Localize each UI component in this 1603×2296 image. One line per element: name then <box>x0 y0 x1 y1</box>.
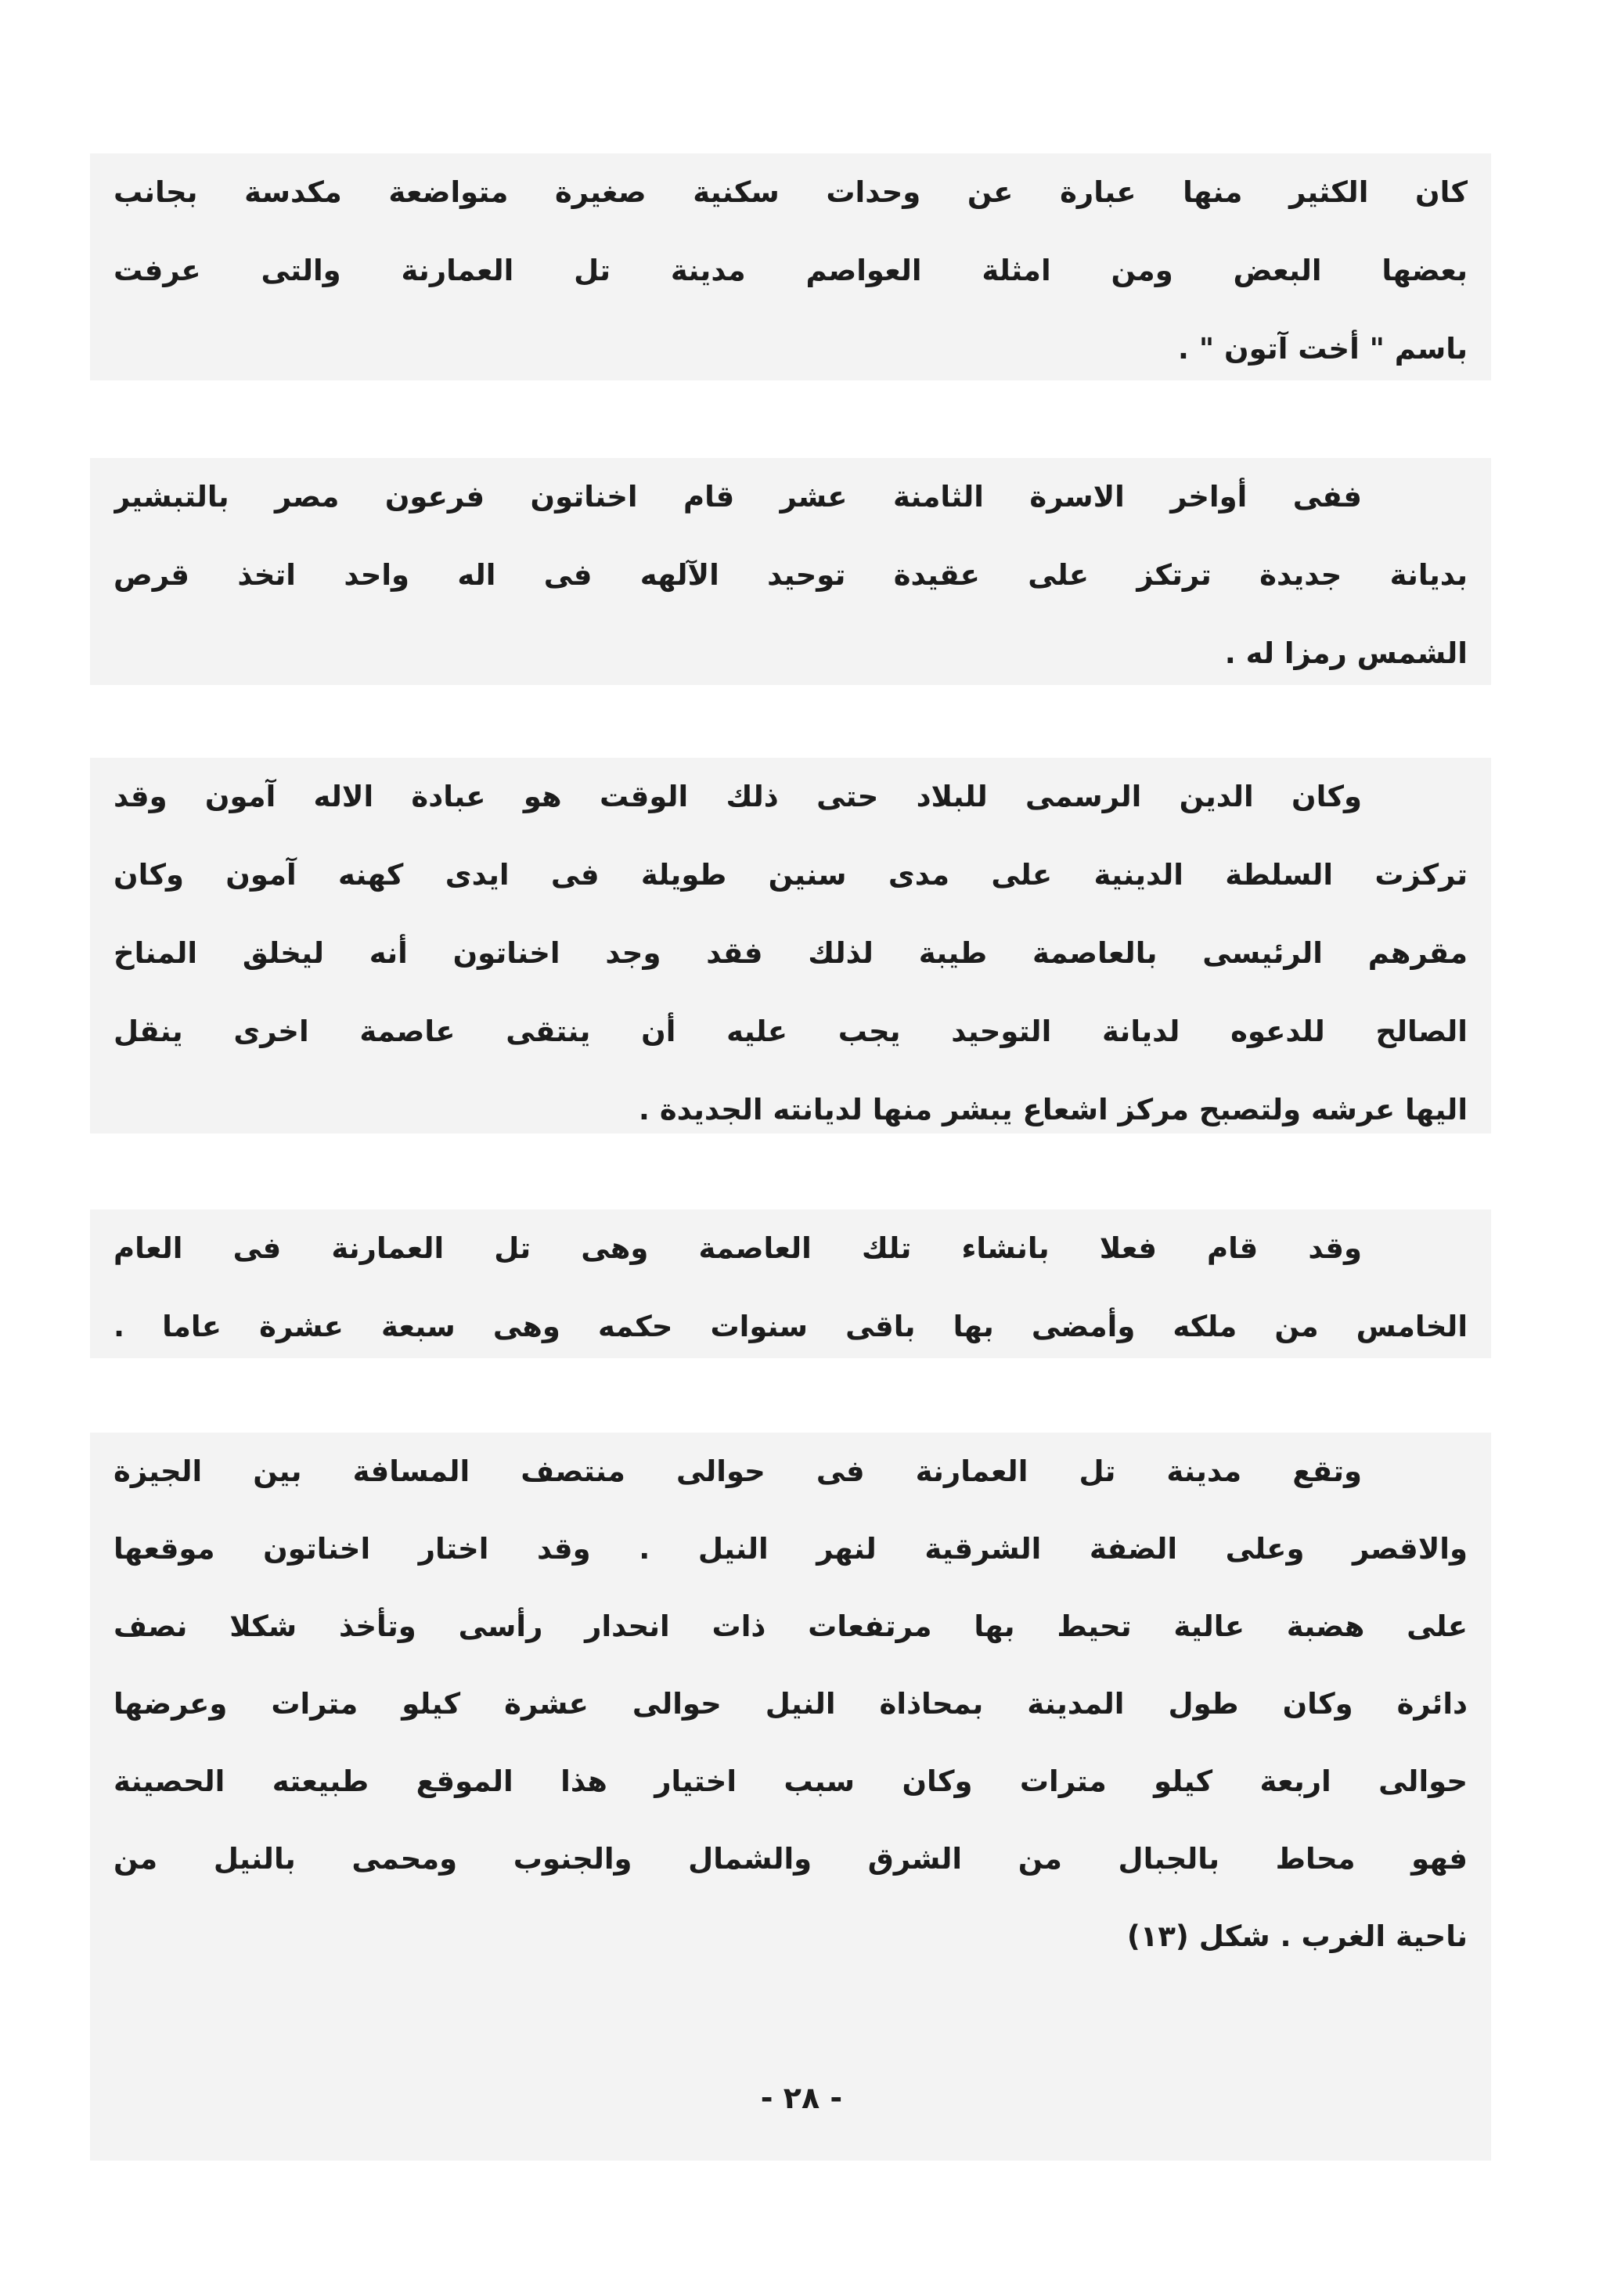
paragraph-line: ناحية الغرب . شكل (١٣) <box>1126 1919 1468 1953</box>
paragraph-line: اليها عرشه ولتصبح مركز اشعاع يبشر منها لديانته الجديدة . <box>638 1093 1468 1126</box>
paragraph-line: فهو محاط بالجبال من الشرق والشمال والجنوب ومحمى بالنيل من <box>113 1842 1468 1876</box>
paragraph-line: حوالى اربعة كيلو مترات وكان سبب اختيار هذا الموقع طبيعته الحصينة <box>113 1764 1468 1798</box>
paragraph-1 <box>90 153 1491 380</box>
page-number <box>0 2081 1603 2115</box>
paragraph-line: وكان الدين الرسمى للبلاد حتى ذلك الوقت هو عبادة الاله آمون وقد <box>113 780 1362 813</box>
paragraph-2 <box>90 458 1491 685</box>
paragraph-line: وقد قام فعلا بانشاء تلك العاصمة وهى تل العمارنة فى العام <box>113 1231 1362 1265</box>
paragraph-5 <box>90 1433 1491 2161</box>
paragraph-line: الخامس من ملكه وأمضى بها باقى سنوات حكمه وهى سبعة عشرة عاما . <box>113 1310 1468 1343</box>
paragraph-line: الشمس رمزا له . <box>1224 636 1468 670</box>
paragraph-line: بعضها البعض ومن امثلة العواصم مدينة تل العمارنة والتى عرفت <box>113 254 1468 287</box>
paragraph-line: باسم " أخت آتون " . <box>1177 332 1468 366</box>
paragraph-3 <box>90 758 1491 1134</box>
paragraph-4 <box>90 1209 1491 1358</box>
paragraph-line: وتقع مدينة تل العمارنة فى حوالى منتصف المسافة بين الجيزة <box>113 1454 1362 1488</box>
paragraph-line: على هضبة عالية تحيط بها مرتفعات ذات انحدار رأسى وتأخذ شكلا نصف <box>113 1609 1468 1643</box>
paragraph-line: دائرة وكان طول المدينة بمحاذاة النيل حوالى عشرة كيلو مترات وعرضها <box>113 1687 1468 1721</box>
paragraph-line: كان الكثير منها عبارة عن وحدات سكنية صغيرة متواضعة مكدسة بجانب <box>113 175 1468 209</box>
paragraph-line: بديانة جديدة ترتكز على عقيدة توحيد الآلهه فى اله واحد اتخذ قرص <box>113 558 1468 592</box>
paragraph-line: تركزت السلطة الدينية على مدى سنين طويلة فى ايدى كهنه آمون وكان <box>113 858 1468 892</box>
paragraph-line: والاقصر وعلى الضفة الشرقية لنهر النيل . وقد اختار اخناتون موقعها <box>113 1532 1468 1566</box>
page-number-text: - ٢٨ - <box>760 2081 843 2115</box>
paragraph-line: ففى أواخر الاسرة الثامنة عشر قام اخناتون فرعون مصر بالتبشير <box>113 480 1362 514</box>
paragraph-line: مقرهم الرئيسى بالعاصمة طيبة لذلك فقد وجد اخناتون أنه ليخلق المناخ <box>113 936 1468 970</box>
paragraph-line: الصالح للدعوه لديانة التوحيد يجب عليه أن ينتقى عاصمة اخرى ينقل <box>113 1015 1468 1048</box>
